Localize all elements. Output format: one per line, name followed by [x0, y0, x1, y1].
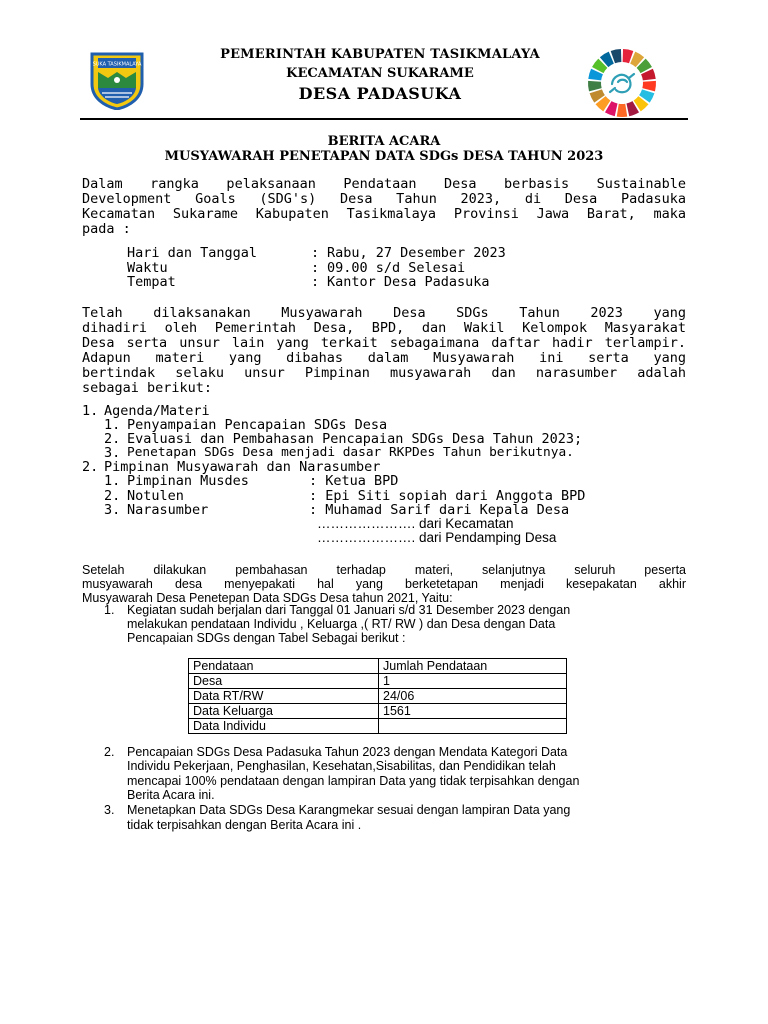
- logo-left-text: SUKA TASIKMALAYA: [92, 61, 142, 68]
- list-number: 1.: [82, 403, 99, 419]
- schedule-colon: :: [311, 274, 320, 290]
- agenda-item: Penyampaian Pencapaian SDGs Desa: [127, 417, 388, 433]
- list-number: 1.: [104, 473, 121, 489]
- table-cell: Desa: [189, 674, 379, 689]
- list-number: 3.: [104, 502, 121, 518]
- agreement-line: musyawarah desa menyepakati hal yang berketetapan menjadi kesepakatan akhir: [82, 577, 686, 591]
- agreement-line: Setelah dilakukan pembahasan terhadap materi, selanjutnya seluruh peserta: [82, 563, 686, 577]
- table-cell: 1: [379, 674, 567, 689]
- agenda-heading: Agenda/Materi: [104, 403, 210, 419]
- agenda-item: Penetapan SDGs Desa menjadi dasar RKPDes Tahun berikutnya.: [127, 445, 574, 460]
- schedule-value: Kantor Desa Padasuka: [327, 274, 490, 290]
- result-line: tidak terpisahkan dengan Berita Acara ini .: [127, 818, 362, 832]
- table-cell: 1561: [379, 704, 567, 719]
- meeting-line: sebagai berikut:: [82, 380, 213, 396]
- table-cell: Data Keluarga: [189, 704, 379, 719]
- list-number: 1.: [104, 417, 121, 433]
- intro-line: Kecamatan Sukarame Kabupaten Tasikmalaya Provinsi Jawa Barat, maka: [82, 206, 686, 222]
- schedule-colon: :: [311, 245, 320, 261]
- tasikmalaya-emblem-logo: [88, 48, 146, 110]
- header-government-line: PEMERINTAH KABUPATEN TASIKMALAYA: [220, 47, 540, 62]
- leaders-heading: Pimpinan Musyawarah dan Narasumber: [104, 459, 381, 475]
- speaker-placeholder: …………………. dari Pendamping Desa: [317, 530, 557, 545]
- schedule-value: 09.00 s/d Selesai: [327, 260, 466, 276]
- list-number: 2.: [104, 431, 121, 447]
- leader-role: Pimpinan Musdes: [127, 473, 249, 489]
- table-row: [189, 689, 567, 704]
- table-row: [189, 704, 567, 719]
- leader-role: Notulen: [127, 488, 184, 504]
- table-cell: Data RT/RW: [189, 689, 379, 704]
- table-row: [189, 719, 567, 734]
- speaker-placeholder: …………………. dari Kecamatan: [317, 516, 514, 531]
- header-district-line: KECAMATAN SUKARAME: [286, 66, 474, 81]
- table-header-cell: Jumlah Pendataan: [379, 659, 567, 674]
- table-cell: Data Individu: [189, 719, 379, 734]
- meeting-line: Telah dilaksanakan Musyawarah Desa SDGs Tahun 2023 yang: [82, 305, 686, 321]
- meeting-line: bertindak selaku unsur Pimpinan musyawarah dan narasumber adalah: [82, 365, 686, 381]
- intro-line: Dalam rangka pelaksanaan Pendataan Desa berbasis Sustainable: [82, 176, 686, 192]
- schedule-colon: :: [311, 260, 320, 276]
- leader-name: : Ketua BPD: [309, 473, 399, 489]
- agreement-paragraph: [82, 563, 686, 605]
- table-header-row: [189, 659, 567, 674]
- meeting-paragraph: [82, 306, 686, 396]
- meeting-line: dihadiri oleh Pemerintah Desa, BPD, dan Wakil Kelompok Masyarakat: [82, 320, 686, 336]
- result-line: Individu Pekerjaan, Penghasilan, Kesehatan,Sisabilitas, dan Pendidikan telah: [127, 759, 556, 773]
- sdgs-wheel-logo: [585, 46, 659, 120]
- sdgs-wheel-segment: [617, 104, 627, 117]
- list-number: 3.: [104, 445, 121, 461]
- table-cell: [379, 719, 567, 734]
- list-number: 2.: [82, 459, 99, 475]
- leader-role: Narasumber: [127, 502, 209, 518]
- schedule-label: Tempat: [127, 274, 176, 290]
- meeting-line: Adapun materi yang dibahas dalam Musyawarah ini serta yang: [82, 350, 686, 366]
- intro-line: pada :: [82, 221, 131, 237]
- header-village-line: DESA PADASUKA: [298, 84, 462, 103]
- leader-name: : Epi Siti sopiah dari Anggota BPD: [309, 488, 586, 504]
- header-divider: [80, 118, 688, 120]
- meeting-line: Desa serta unsur lain yang terkait sebagaimana daftar hadir terlampir.: [82, 335, 686, 351]
- document-subtitle: MUSYAWARAH PENETAPAN DATA SDGs DESA TAHUN 2023: [164, 149, 604, 164]
- list-number: 2.: [104, 745, 115, 759]
- result-line: Pencapaian SDGs Desa Padasuka Tahun 2023 dengan Mendata Kategori Data: [127, 745, 568, 759]
- result-line: mencapai 100% pendataan dengan lampiran Data yang tidak terpisahkan dengan: [127, 774, 580, 788]
- intro-line: Development Goals (SDG's) Desa Tahun 2023, di Desa Padasuka: [82, 191, 686, 207]
- sdgs-wheel-center: [604, 65, 640, 101]
- sdgs-wheel-segment: [642, 81, 656, 91]
- agreement-line: Musyawarah Desa Penetepan Data SDGs Desa tahun 2021, Yaitu:: [82, 591, 453, 605]
- table-row: [189, 674, 567, 689]
- result-line: melakukan pendataan Individu , Keluarga ,( RT/ RW ) dan Desa dengan Data: [127, 617, 556, 631]
- sdgs-wheel-segment: [588, 81, 602, 91]
- result-line: Menetapkan Data SDGs Desa Karangmekar sesuai dengan lampiran Data yang: [127, 803, 571, 817]
- schedule-label: Hari dan Tanggal: [127, 245, 258, 261]
- result-line: Pencapaian SDGs dengan Tabel Sebagai berikut :: [127, 631, 406, 645]
- schedule-value: Rabu, 27 Desember 2023: [327, 245, 506, 261]
- schedule-label: Waktu: [127, 260, 168, 276]
- intro-paragraph: [82, 177, 686, 237]
- leader-name: : Muhamad Sarif dari Kepala Desa: [309, 502, 570, 518]
- result-line: Kegiatan sudah berjalan dari Tanggal 01 Januari s/d 31 Desember 2023 dengan: [127, 603, 571, 617]
- document-title: BERITA ACARA: [327, 134, 441, 149]
- table-header-cell: Pendataan: [189, 659, 379, 674]
- table-cell: 24/06: [379, 689, 567, 704]
- result-line: Berita Acara ini.: [127, 788, 215, 802]
- list-number: 3.: [104, 803, 115, 817]
- agenda-item: Evaluasi dan Pembahasan Pencapaian SDGs Desa Tahun 2023;: [127, 431, 583, 447]
- list-number: 1.: [104, 603, 115, 617]
- list-number: 2.: [104, 488, 121, 504]
- data-table: [188, 658, 567, 734]
